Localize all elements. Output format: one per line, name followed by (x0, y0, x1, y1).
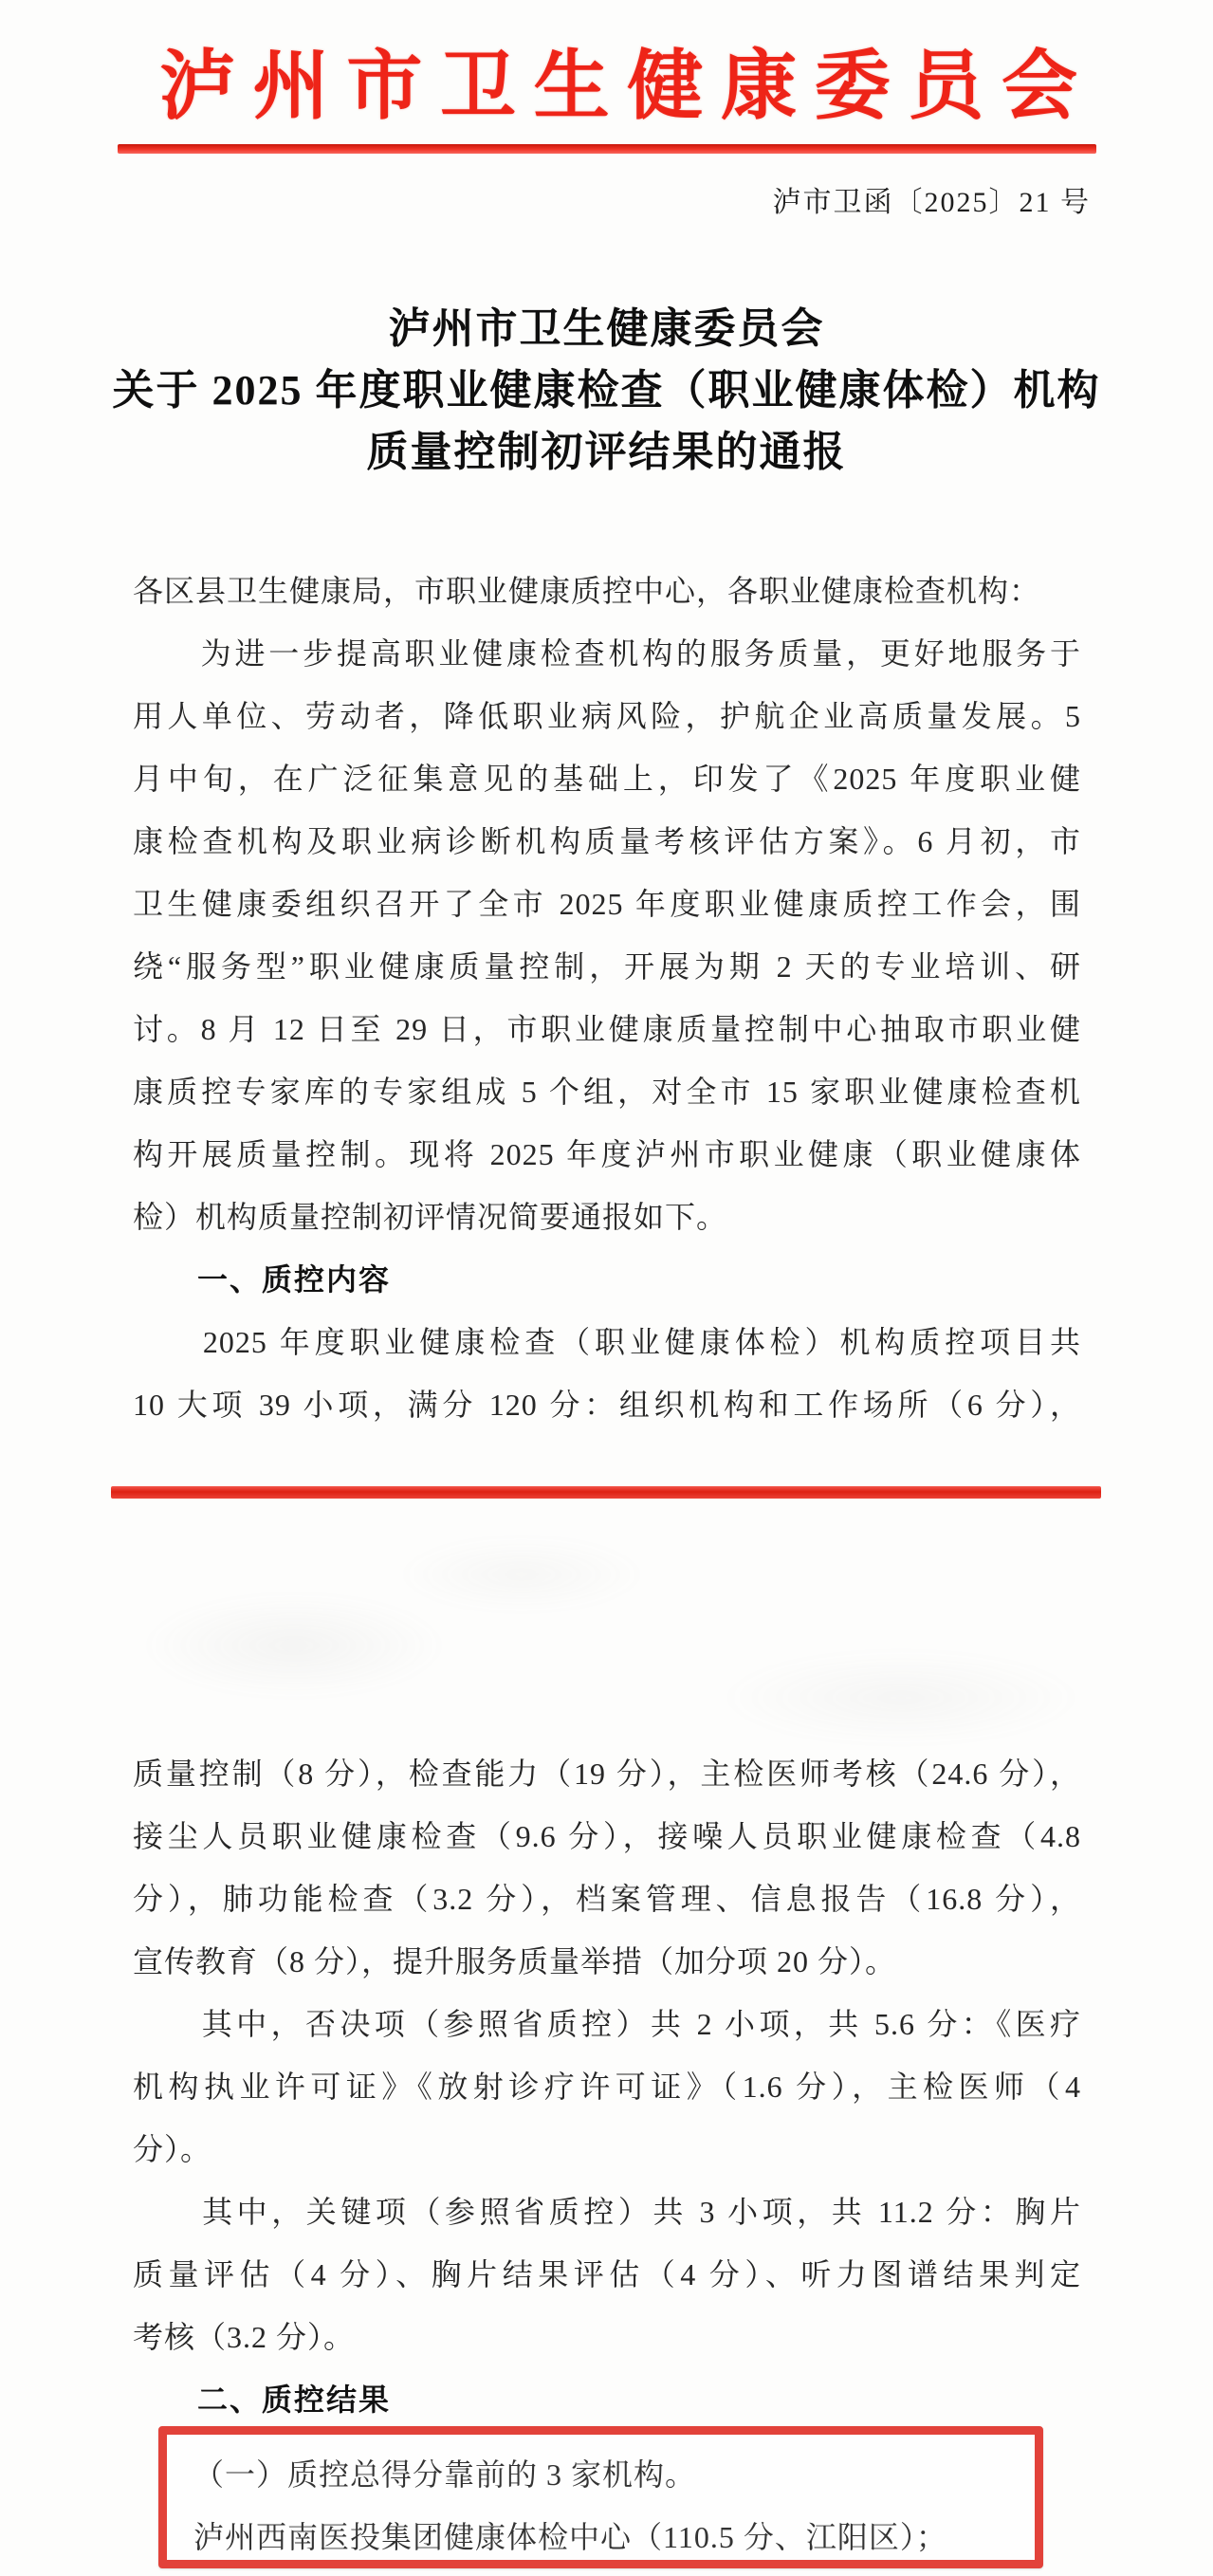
result-highlight-box (158, 2426, 1043, 2568)
text-line: 机构执业许可证》《放射诊疗许可证》（1.6 分），主检医师（4 (133, 2070, 1081, 2104)
text-line: 卫生健康委组织召开了全市 2025 年度职业健康质控工作会，围 (133, 887, 1081, 921)
text-line: 分），肺功能检查（3.2 分），档案管理、信息报告（16.8 分）， (133, 1882, 1081, 1916)
text-line: 接尘人员职业健康检查（9.6 分），接噪人员职业健康检查（4.8 (133, 1819, 1081, 1853)
text-line: 泸州市卫生健康委员会 (388, 305, 825, 352)
scan-smudge (142, 1593, 446, 1698)
text-line: 泸州西南医投集团健康体检中心（110.5 分、江阳区）； (193, 2520, 947, 2554)
text-line: 用人单位、劳动者，降低职业病风险，护航企业高质量发展。5 (133, 699, 1081, 733)
text-line: 为进一步提高职业健康检查机构的服务质量，更好地服务于 (133, 636, 1081, 671)
text-line: 讨。8 月 12 日至 29 日，市职业健康质量控制中心抽取市职业健 (133, 1012, 1081, 1046)
body-text-page2 (133, 1742, 1081, 2431)
text-line: 宣传教育（8 分），提升服务质量举措（加分项 20 分）。 (133, 1944, 897, 1978)
text-line: 2025 年度职业健康检查（职业健康体检）机构质控项目共 (133, 1325, 1081, 1359)
text-line: 考核（3.2 分）。 (133, 2320, 356, 2354)
text-line: 各区县卫生健康局，市职业健康质控中心，各职业健康检查机构： (133, 574, 1041, 608)
letterhead-agency-name: 泸州市卫生健康委员会 (159, 46, 1077, 129)
text-line: 康质控专家库的专家组成 5 个组，对全市 15 家职业健康检查机 (133, 1075, 1081, 1109)
text-line: 构开展质量控制。现将 2025 年度泸州市职业健康（职业健康体 (133, 1137, 1081, 1171)
letterhead-red-rule (118, 144, 1096, 154)
text-line: 质量评估（4 分）、胸片结果评估（4 分）、听力图谱结果判定 (133, 2257, 1081, 2291)
page-separator-red-rule (111, 1486, 1101, 1499)
text-line: 其中，否决项（参照省质控）共 2 小项，共 5.6 分：《医疗 (133, 2007, 1081, 2041)
text-line: 其中，关键项（参照省质控）共 3 小项，共 11.2 分：胸片 (133, 2195, 1081, 2229)
text-line: （一）质控总得分靠前的 3 家机构。 (193, 2457, 697, 2492)
text-line: 10 大项 39 小项，满分 120 分：组织机构和工作场所（6 分）， (133, 1388, 1081, 1422)
section-heading: 一、质控内容 (133, 1262, 392, 1297)
body-text-page1 (133, 560, 1081, 1436)
text-line: 关于 2025 年度职业健康检查（职业健康体检）机构 (112, 367, 1101, 414)
text-line: 检）机构质量控制初评情况简要通报如下。 (133, 1200, 728, 1234)
text-line: 质量控制（8 分），检查能力（19 分），主检医师考核（24.6 分）， (133, 1757, 1081, 1791)
text-line: 康检查机构及职业病诊断机构质量考核评估方案》。6 月初，市 (133, 824, 1081, 858)
document-title (0, 298, 1213, 483)
text-line: 分）。 (133, 2132, 212, 2166)
text-line: 月中旬，在广泛征集意见的基础上，印发了《2025 年度职业健 (133, 762, 1081, 796)
scan-smudge (721, 1650, 1081, 1745)
document-number: 泸市卫函〔2025〕21 号 (772, 187, 1091, 218)
text-line: 质量控制初评结果的通报 (366, 429, 847, 475)
scan-smudge (398, 1536, 645, 1612)
section-heading: 二、质控结果 (133, 2383, 392, 2417)
text-line: 绕“服务型”职业健康质量控制，开展为期 2 天的专业培训、研 (133, 949, 1081, 984)
